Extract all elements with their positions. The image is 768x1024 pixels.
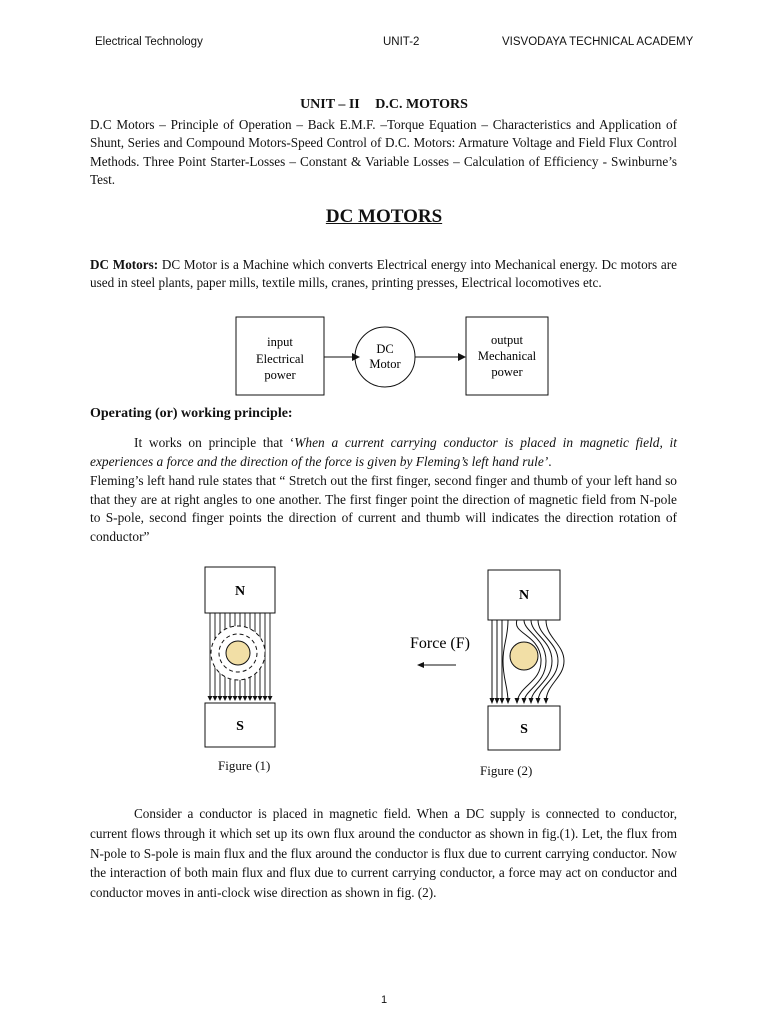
motor-line-1: DC xyxy=(376,342,394,356)
fig2-south-label: S xyxy=(520,722,528,737)
principle-end: . xyxy=(548,453,552,469)
unit-heading xyxy=(0,97,768,113)
header-center: UNIT-2 xyxy=(383,36,420,48)
principle-heading: Operating (or) working principle: xyxy=(90,406,293,421)
page-number: 1 xyxy=(380,994,388,1006)
input-line-2: Electrical xyxy=(256,352,304,366)
figure-1-diagram xyxy=(200,565,290,750)
unit-syllabus: D.C Motors – Principle of Operation – Back E.M.F. –Torque Equation – Characteristics and Application of Shunt, Series and Compound Motors-Speed Control of D.C. Motors: Armature Voltage and Field Flux Control Methods. Three Point Starter-Losses – Constant & Variable Losses – Calculation of Efficiency - Swinburne’s Test. xyxy=(90,117,677,188)
fig2-north-label: N xyxy=(518,588,530,603)
figure-2-caption: Figure (2) xyxy=(480,763,533,778)
input-line-3: power xyxy=(264,368,296,382)
unit-name: D.C. MOTORS xyxy=(375,97,468,112)
unit-number: UNIT – II xyxy=(300,97,360,112)
principle-lead: It works on principle that ‘ xyxy=(134,435,295,450)
explanation-paragraph: Consider a conductor is placed in magnetic field. When a DC supply is connected to conductor, current flows through it which set up its own flux around the conductor as shown in fig.(1). Let, the flux from N-pole to S-pole is main flux and the flux around the conductor is flux due to current carrying conductor. Now the interaction of both main flux and flux due to current carrying conductor, a force may act on conductor and conductor moves in anti-clock wise direction as shown in fig. (2). xyxy=(90,806,677,901)
figure-1-caption: Figure (1) xyxy=(218,758,271,773)
output-line-2: Mechanical xyxy=(477,349,537,363)
output-line-3: power xyxy=(491,365,523,379)
input-line-1: input xyxy=(267,335,293,349)
fleming-rule: Fleming’s left hand rule states that “ Stretch out the first finger, second finger and thumb of your left hand so that they are at right angles to one another. The first finger point the direction of magnetic field from N-pole to S-pole, second finger points the direction of current and thumb will indicates the direction rotation of conductor” xyxy=(90,473,677,544)
header-right: VISVODAYA TECHNICAL ACADEMY xyxy=(502,36,694,48)
intro-text: DC Motor is a Machine which converts Electrical energy into Mechanical energy. Dc motors are used in steel plants, paper mills, textile mills, cranes, printing presses, Electrical locomotives etc. xyxy=(90,257,677,291)
principle-italic: When a current carrying conductor is placed in magnetic field, it experiences a force and the direction of the force is given by Fleming’s left hand rule’ xyxy=(90,435,677,469)
intro-paragraph xyxy=(90,256,677,293)
fig1-south-label: S xyxy=(236,719,244,734)
output-line-1: output xyxy=(491,333,523,347)
header-left: Electrical Technology xyxy=(95,36,203,48)
force-label: Force (F) xyxy=(410,635,470,652)
fig1-north-label: N xyxy=(234,584,246,599)
principle-statement xyxy=(90,434,677,471)
motor-line-2: Motor xyxy=(369,357,401,371)
page-title: DC MOTORS xyxy=(325,206,443,227)
intro-label: DC Motors: xyxy=(90,257,159,272)
block-diagram xyxy=(230,312,550,402)
figure-2-diagram xyxy=(400,568,570,758)
